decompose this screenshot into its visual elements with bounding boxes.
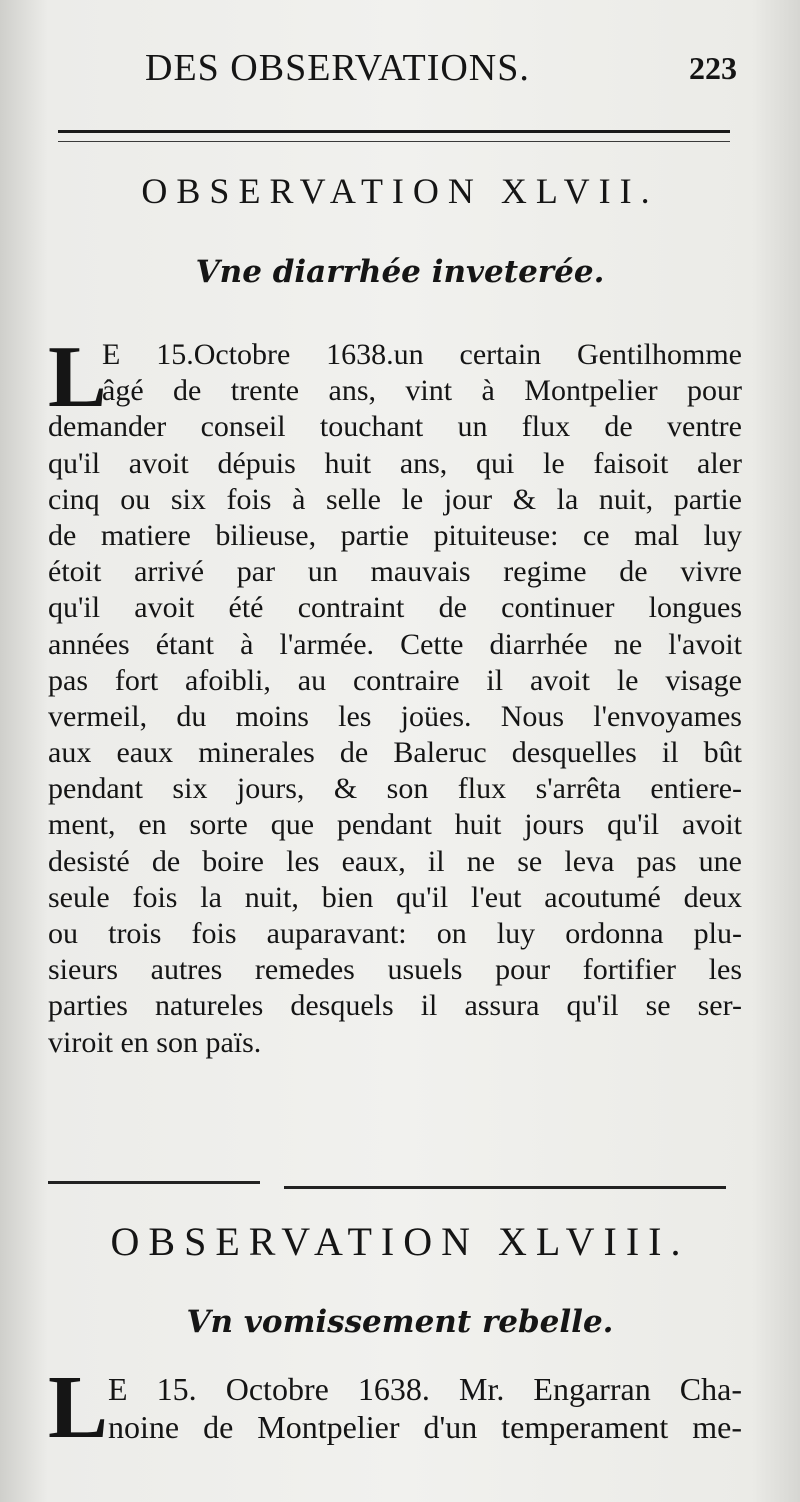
text-line: parties natureles desquels il assura qu'il se ser- bbox=[48, 989, 742, 1023]
text-line: ou trois fois auparavant: on luy ordonna plu- bbox=[48, 917, 742, 950]
observation-47-body bbox=[48, 329, 742, 1061]
running-title: DES OBSERVATIONS. bbox=[145, 47, 530, 89]
header-rule bbox=[58, 130, 730, 142]
text-line: pas fort afoibli, au contraire il avoit le visage bbox=[48, 663, 742, 697]
section-rule-right bbox=[284, 1186, 726, 1189]
text-line: qu'il avoit dépuis huit ans, qui le faisoit aler bbox=[48, 446, 742, 480]
text-line: seule fois la nuit, bien qu'il l'eut acoutumé deux bbox=[48, 880, 742, 914]
observation-48-subtitle: Vn vomissement rebelle. bbox=[186, 1304, 614, 1340]
text-line: âgé de trente ans, vint à Montpelier pour bbox=[102, 374, 742, 408]
drop-cap: L bbox=[48, 329, 107, 426]
text-line: sieurs autres remedes usuels pour fortifier les bbox=[48, 953, 742, 987]
text-line: cinq ou six fois à selle le jour & la nuit, partie bbox=[48, 482, 742, 516]
observation-47-subtitle: Vne diarrhée inveterée. bbox=[195, 254, 605, 290]
text-line: pendant six jours, & son flux s'arrêta entiere- bbox=[48, 772, 742, 806]
text-line: demander conseil touchant un flux de ventre bbox=[48, 410, 742, 444]
drop-cap: L bbox=[48, 1358, 109, 1457]
text-line: qu'il avoit été contraint de continuer longues bbox=[48, 591, 742, 625]
text-line: desisté de boire les eaux, il ne se leva pas une bbox=[48, 844, 742, 878]
observation-48-body bbox=[48, 1358, 742, 1457]
text-line: aux eaux minerales de Baleruc desquelles il bût bbox=[48, 736, 742, 770]
text-line: de matiere bilieuse, partie pituiteuse: ce mal luy bbox=[48, 518, 742, 552]
text-line: vermeil, du moins les joües. Nous l'envoyames bbox=[48, 699, 742, 733]
text-line: E 15.Octobre 1638.un certain Gentilhomme bbox=[102, 338, 742, 371]
page-number: 223 bbox=[689, 50, 737, 86]
observation-48-heading: OBSERVATION XLVIII. bbox=[110, 1219, 690, 1264]
text-line: viroit en son païs. bbox=[48, 1025, 262, 1059]
text-line: étoit arrivé par un mauvais regime de vivre bbox=[48, 555, 742, 589]
section-rule-left bbox=[48, 1181, 260, 1184]
text-line: E 15. Octobre 1638. Mr. Engarran Cha- bbox=[108, 1371, 742, 1407]
text-line: ment, en sorte que pendant huit jours qu'il avoit bbox=[48, 808, 742, 842]
text-line: années étant à l'armée. Cette diarrhée ne l'avoit bbox=[48, 627, 742, 661]
observation-47-heading: OBSERVATION XLVII. bbox=[141, 171, 659, 211]
running-head bbox=[145, 46, 755, 96]
text-line: noine de Montpelier d'un temperament me- bbox=[108, 1409, 742, 1445]
